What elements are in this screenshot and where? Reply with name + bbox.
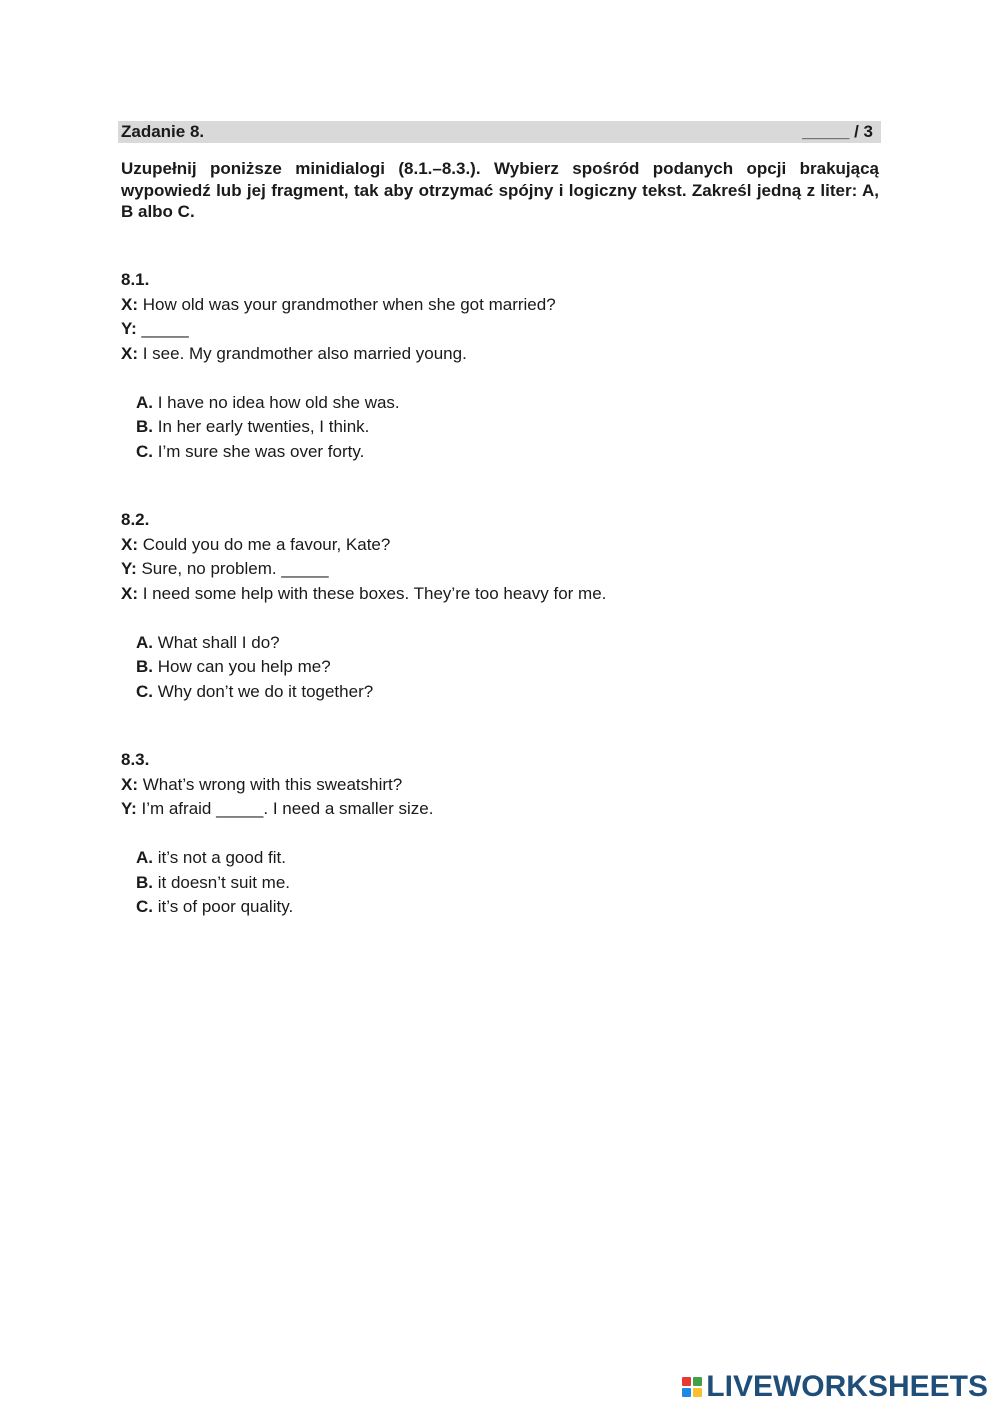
option-letter[interactable]: A. — [136, 848, 153, 867]
option-c[interactable] — [136, 680, 606, 705]
speaker-label: X: — [121, 583, 138, 603]
option-text: Why don’t we do it together? — [153, 681, 374, 701]
option-c[interactable] — [136, 440, 556, 465]
dialogue-section-8-1 — [121, 268, 556, 464]
dialogue-line — [121, 773, 433, 798]
option-text: I’m sure she was over forty. — [153, 441, 365, 461]
dialogue-section-8-3 — [121, 748, 433, 920]
task-title: Zadanie 8. — [121, 122, 205, 141]
logo-square — [682, 1388, 691, 1397]
option-text: I have no idea how old she was. — [153, 392, 400, 412]
speaker-label: Y: — [121, 319, 137, 338]
dialogue-text: I need some help with these boxes. They’re too heavy for me. — [138, 583, 607, 603]
task-header — [118, 121, 881, 143]
dialogue-text: What’s wrong with this sweatshirt? — [138, 774, 403, 794]
section-number: 8.2. — [121, 510, 150, 529]
speaker-label: X: — [121, 343, 138, 363]
logo-square — [693, 1388, 702, 1397]
dialogue-text: Could you do me a favour, Kate? — [138, 534, 391, 554]
option-text: it’s not a good fit. — [153, 848, 286, 867]
option-letter[interactable]: A. — [136, 632, 153, 652]
speaker-label: X: — [121, 294, 138, 314]
dialogue-blank[interactable]: _____ — [136, 319, 189, 338]
section-number: 8.3. — [121, 750, 150, 769]
dialogue-blank[interactable]: Sure, no problem. _____ — [136, 559, 329, 578]
task-score: _____ / 3 — [802, 122, 873, 141]
task-instruction: Uzupełnij poniższe minidialogi (8.1.–8.3.). Wybierz spośród podanych opcji brakującą wypowiedź lub jej fragment, tak aby otrzymać spójny i logiczny tekst. Zakreśl jedną z liter: A, B albo C. — [121, 159, 879, 221]
dialogue-text: How old was your grandmother when she got married? — [138, 294, 556, 314]
logo-square — [682, 1377, 691, 1386]
logo-text: LIVEWORKSHEETS — [706, 1370, 988, 1403]
option-text: What shall I do? — [153, 632, 280, 652]
option-b[interactable] — [136, 655, 606, 680]
dialogue-line — [121, 342, 556, 367]
option-letter[interactable]: B. — [136, 872, 153, 892]
speaker-label: X: — [121, 774, 138, 794]
option-c[interactable] — [136, 895, 433, 920]
option-text: it doesn’t suit me. — [153, 872, 291, 892]
option-b[interactable] — [136, 415, 556, 440]
option-a[interactable] — [136, 391, 556, 416]
option-letter[interactable]: B. — [136, 417, 153, 436]
dialogue-line — [121, 797, 433, 822]
option-a[interactable] — [136, 846, 433, 871]
option-b[interactable] — [136, 871, 433, 896]
dialogue-line — [121, 557, 606, 582]
option-letter[interactable]: C. — [136, 681, 153, 701]
dialogue-text: I see. My grandmother also married young. — [138, 343, 467, 363]
option-letter[interactable]: A. — [136, 392, 153, 412]
speaker-label: Y: — [121, 559, 137, 578]
option-letter[interactable]: C. — [136, 441, 153, 461]
speaker-label: Y: — [121, 799, 137, 818]
dialogue-line — [121, 582, 606, 607]
option-text: How can you help me? — [153, 657, 331, 676]
answer-options — [121, 631, 606, 705]
logo-square — [693, 1377, 702, 1386]
dialogue-line — [121, 317, 556, 342]
option-text: it’s of poor quality. — [153, 897, 294, 916]
dialogue-line — [121, 293, 556, 318]
option-text: In her early twenties, I think. — [153, 417, 370, 436]
option-a[interactable] — [136, 631, 606, 656]
option-letter[interactable]: C. — [136, 897, 153, 916]
speaker-label: X: — [121, 534, 138, 554]
liveworksheets-logo — [682, 1370, 988, 1404]
answer-options — [121, 391, 556, 465]
section-number: 8.1. — [121, 270, 150, 289]
dialogue-line — [121, 533, 606, 558]
answer-options — [121, 846, 433, 920]
logo-grid-icon — [682, 1377, 702, 1397]
dialogue-blank[interactable]: I’m afraid _____. I need a smaller size. — [136, 799, 434, 818]
option-letter[interactable]: B. — [136, 657, 153, 676]
dialogue-section-8-2 — [121, 508, 606, 704]
